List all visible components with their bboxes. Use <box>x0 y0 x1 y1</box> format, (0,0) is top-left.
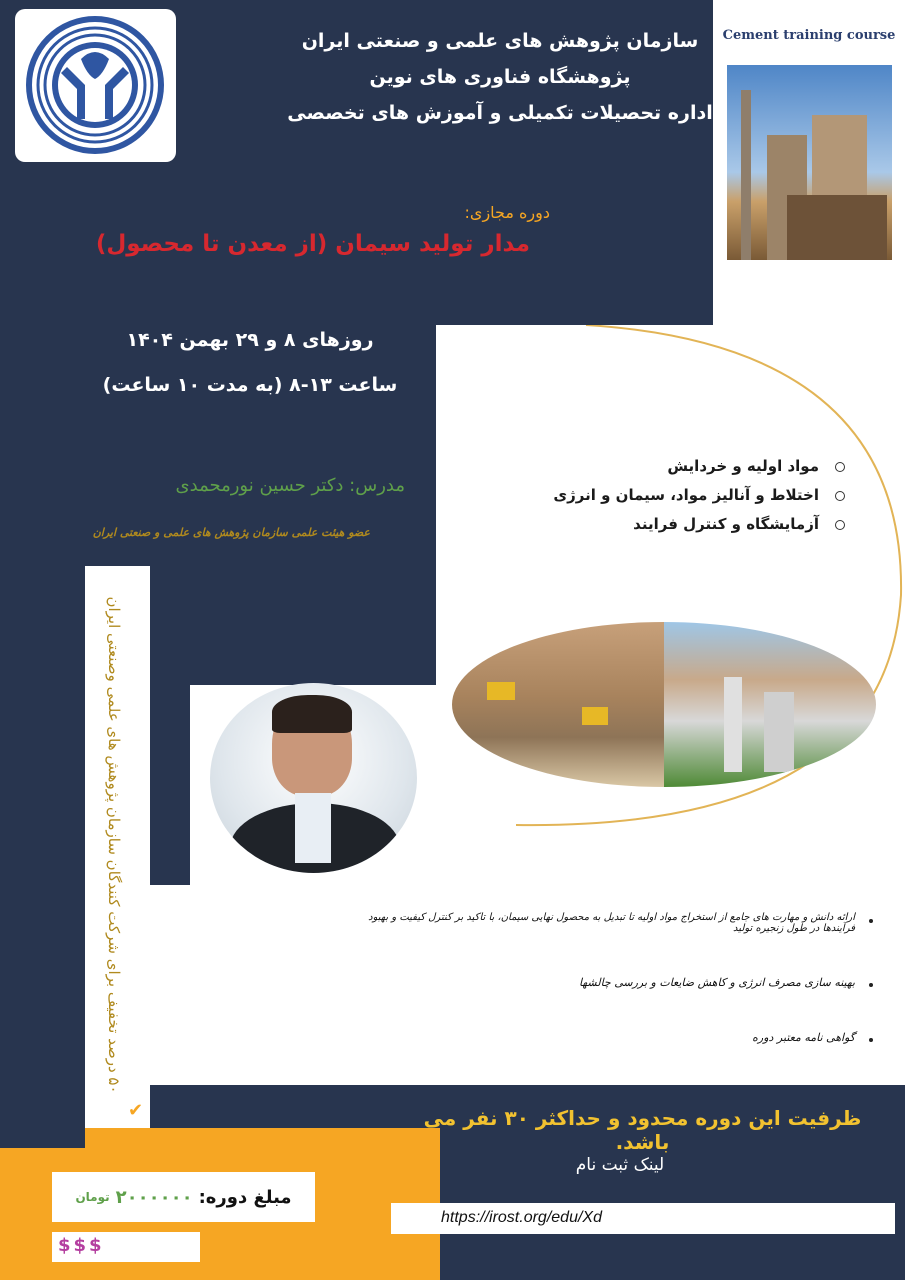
course-title: مدار تولید سیمان (از معدن تا محصول) <box>95 231 530 257</box>
header-line-2: پژوهشگاه فناوری های نوین <box>369 66 631 88</box>
price-amount: ۲۰۰۰۰۰۰ <box>115 1186 193 1208</box>
capacity-note: ظرفیت این دوره محدود و حداکثر ۳۰ نفر می باشد. <box>423 1106 862 1154</box>
price-box-navy-cut <box>0 1128 85 1148</box>
quarry-plant-image <box>452 622 876 787</box>
benefit-item: گواهی نامه معتبر دوره <box>360 1031 875 1044</box>
topic-item: مواد اولیه و خردایش <box>480 457 845 475</box>
benefits-list <box>360 912 875 1044</box>
discount-text: ۵۰ درصد تخفیف برای شرکت کنندگان سازمان پژوهش های علمی وصنعتی ایران <box>105 596 123 1094</box>
discount-text-vertical <box>85 570 143 1120</box>
course-type-label: دوره مجازی: <box>464 203 550 222</box>
benefit-item: بهینه سازی مصرف انرژی و کاهش ضایعات و بررسی چالشها <box>360 976 875 989</box>
course-hours: ساعت ۱۳-۸ (به مدت ۱۰ ساعت) <box>102 374 398 396</box>
registration-link[interactable]: https://irost.org/edu/Xd <box>441 1209 602 1226</box>
price-label: مبلغ دوره: <box>198 1186 292 1208</box>
cement-factory-image <box>727 65 892 260</box>
course-dates: روزهای ۸ و ۲۹ بهمن ۱۴۰۴ <box>126 329 374 351</box>
header-line-1: سازمان پژوهش های علمی و صنعتی ایران <box>301 30 699 52</box>
checkmark-icon: ✔ <box>128 1100 144 1121</box>
price-currency: تومان <box>75 1190 110 1204</box>
instructor-photo <box>210 683 417 873</box>
registration-link-box[interactable] <box>391 1203 895 1234</box>
price-symbols-box <box>52 1232 200 1262</box>
course-label-english: Cement training course <box>722 28 896 43</box>
instructor-affiliation: عضو هیئت علمی سازمان پژوهش های علمی و صنعتی ایران <box>92 526 370 539</box>
logo-card <box>15 9 176 162</box>
header-line-3: اداره تحصیلات تکمیلی و آموزش های تخصصی <box>287 102 713 124</box>
registration-label: لینک ثبت نام <box>575 1155 665 1175</box>
institute-logo <box>15 9 176 162</box>
benefit-item: ارائه دانش و مهارت های جامع از استخراج مواد اولیه تا تبدیل به محصول نهایی سیمان، با تاکید بر کنترل کیفیت و بهبود فرآیندها در طول زنجیره تولید <box>360 912 875 934</box>
dollar-icon: $$$ <box>58 1235 105 1256</box>
instructor-name: مدرس: دکتر حسین نورمحمدی <box>175 475 405 496</box>
topic-item: اختلاط و آنالیز مواد، سیمان و انرژی <box>480 486 845 504</box>
price-box <box>52 1172 315 1222</box>
topic-item: آزمایشگاه و کنترل فرایند <box>480 515 845 533</box>
